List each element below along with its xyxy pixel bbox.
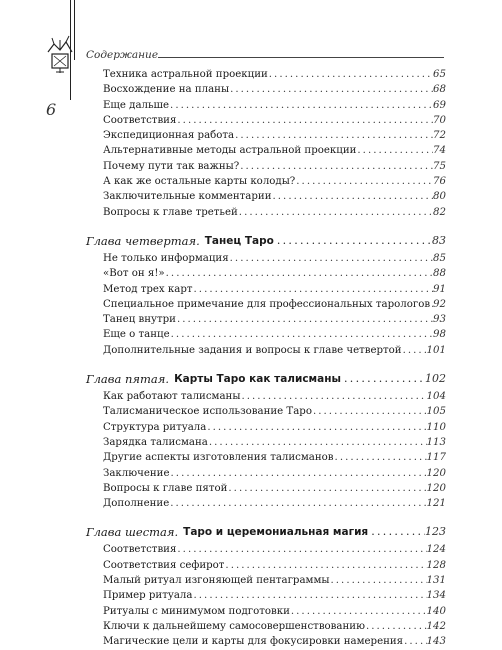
toc-entry[interactable]: [86, 98, 446, 113]
toc-entry-page: 98: [433, 329, 446, 341]
toc-entry-title: Малый ритуал изгоняющей пентаграммы: [103, 575, 330, 587]
leader-dots: [169, 496, 426, 511]
toc-entry-page: 75: [433, 160, 446, 172]
toc-entry-title: Соответствия: [103, 544, 177, 556]
toc-entry-title: Заключение: [103, 467, 170, 479]
toc-entry-title: Не только информация: [103, 252, 229, 264]
page-number: 6: [46, 100, 57, 119]
tarot-emblem-icon: [40, 34, 80, 74]
chapter-heading[interactable]: [86, 231, 446, 251]
toc-entry-title: Метод трех карт: [103, 283, 193, 295]
toc-entry-title: Магические цели и карты для фокусировки намерения: [103, 636, 404, 648]
toc-entry[interactable]: [86, 558, 446, 573]
toc-entry-title: Восхождение на планы: [103, 84, 230, 96]
leader-dots: [176, 542, 426, 557]
toc-entry-page: 74: [433, 145, 446, 157]
toc-entry-page: 93: [433, 314, 446, 326]
toc-entry-page: 142: [426, 620, 446, 632]
leader-dots: [192, 588, 426, 603]
chapter-label: Глава пятая.: [86, 372, 170, 387]
leader-dots: [224, 558, 426, 573]
table-of-contents: [86, 67, 446, 650]
toc-entry-page: 101: [426, 344, 446, 356]
toc-entry-page: 76: [433, 176, 446, 188]
toc-entry-page: 113: [426, 436, 446, 448]
toc-entry[interactable]: [86, 604, 446, 619]
leader-dots: [170, 327, 433, 342]
toc-entry-page: 91: [433, 283, 446, 295]
toc-entry[interactable]: [86, 297, 446, 312]
toc-entry-page: 131: [426, 575, 446, 587]
toc-entry-title: Талисманическое использование Таро: [103, 406, 312, 418]
toc-entry[interactable]: [86, 496, 446, 511]
leader-dots: [268, 67, 433, 82]
leader-dots: [227, 481, 426, 496]
toc-entry-page: 82: [433, 206, 446, 218]
toc-entry-title: Еще дальше: [103, 99, 170, 111]
leader-dots: [368, 522, 425, 542]
toc-entry[interactable]: [86, 113, 446, 128]
toc-entry-page: 134: [426, 590, 446, 602]
toc-entry-title: Танец внутри: [103, 314, 176, 326]
toc-entry[interactable]: [86, 481, 446, 496]
toc-entry[interactable]: [86, 189, 446, 204]
toc-entry-title: А как же остальные карты колоды?: [103, 176, 296, 188]
toc-entry-page: 104: [426, 391, 446, 403]
leader-dots: [295, 174, 433, 189]
toc-entry-page: 85: [433, 252, 446, 264]
toc-entry-title: Экспедиционная работа: [103, 130, 235, 142]
toc-entry-title: Еще о танце: [103, 329, 170, 341]
chapter-title: Танец Таро: [204, 234, 274, 247]
toc-entry-title: Специальное примечание для профессиональных тарологов: [103, 298, 431, 310]
toc-entry-page: 121: [426, 498, 446, 510]
leader-dots: [356, 143, 433, 158]
toc-entry-page: 72: [433, 130, 446, 142]
toc-entry-page: 65: [433, 69, 446, 80]
toc-entry-title: Другие аспекты изготовления талисманов: [103, 452, 334, 464]
toc-entry[interactable]: [86, 420, 446, 435]
leader-dots: [403, 634, 426, 649]
toc-entry-page: 68: [433, 84, 446, 96]
leader-dots: [329, 573, 426, 588]
leader-dots: [176, 312, 433, 327]
chapter-heading[interactable]: [86, 369, 446, 389]
toc-entry[interactable]: [86, 143, 446, 158]
toc-entry[interactable]: [86, 266, 446, 281]
section-label: Содержание: [86, 49, 159, 61]
toc-entry-page: 117: [426, 452, 446, 464]
leader-dots: [234, 128, 433, 143]
toc-entry[interactable]: [86, 128, 446, 143]
toc-entry-page: 124: [426, 544, 446, 556]
toc-entry[interactable]: [86, 588, 446, 603]
leader-dots: [341, 369, 425, 389]
toc-entry[interactable]: [86, 634, 446, 649]
chapter-title: Карты Таро как талисманы: [174, 373, 341, 386]
toc-entry[interactable]: [86, 205, 446, 220]
chapter-label: Глава шестая.: [86, 525, 179, 540]
leader-dots: [170, 466, 427, 481]
leader-dots: [165, 266, 433, 281]
toc-entry[interactable]: [86, 619, 446, 634]
toc-entry-title: Зарядка талисмана: [103, 436, 208, 448]
toc-entry-title: Вопросы к главе пятой: [103, 482, 228, 494]
toc-entry[interactable]: [86, 67, 446, 82]
leader-dots: [271, 189, 433, 204]
toc-entry-title: Ритуалы с минимумом подготовки: [103, 605, 290, 617]
toc-entry-page: 88: [433, 268, 446, 280]
toc-entry[interactable]: [86, 174, 446, 189]
toc-entry[interactable]: [86, 450, 446, 465]
toc-entry-title: Дополнительные задания и вопросы к главе четвертой: [103, 344, 402, 356]
toc-entry-title: Пример ритуала: [103, 590, 193, 602]
toc-entry[interactable]: [86, 435, 446, 450]
toc-entry-page: 128: [426, 559, 446, 571]
toc-entry-title: Структура ритуала: [103, 421, 207, 433]
toc-entry-title: Как работают талисманы: [103, 391, 241, 403]
header-rule: [158, 57, 444, 58]
toc-entry[interactable]: [86, 404, 446, 419]
toc-entry-page: 120: [426, 467, 446, 479]
chapter-label: Глава четвертая.: [86, 233, 200, 248]
toc-entry-title: «Вот он я!»: [103, 268, 165, 280]
leader-dots: [312, 404, 427, 419]
leader-dots: [334, 450, 427, 465]
toc-entry-title: Ключи к дальнейшему самосовершенствованию: [103, 620, 365, 632]
leader-dots: [240, 389, 426, 404]
toc-entry-page: 120: [426, 482, 446, 494]
chapter-page: 123: [425, 525, 446, 539]
leader-dots: [206, 420, 426, 435]
toc-entry-page: 92: [433, 298, 446, 310]
toc-entry-title: Соответствия сефирот: [103, 559, 225, 571]
toc-entry-page: 80: [433, 191, 446, 203]
leader-dots: [290, 604, 427, 619]
leader-dots: [239, 159, 433, 174]
toc-entry[interactable]: [86, 327, 446, 342]
toc-entry-title: Почему пути так важны?: [103, 160, 240, 172]
leader-dots: [365, 619, 427, 634]
toc-entry[interactable]: [86, 343, 446, 358]
toc-entry-page: 70: [433, 114, 446, 126]
leader-dots: [229, 251, 433, 266]
toc-entry-title: Заключительные комментарии: [103, 191, 272, 203]
toc-entry[interactable]: [86, 573, 446, 588]
toc-entry-title: Техника астральной проекции: [103, 69, 268, 80]
toc-entry-title: Вопросы к главе третьей: [103, 206, 238, 218]
toc-entry-title: Соответствия: [103, 114, 177, 126]
toc-entry-page: 69: [433, 99, 446, 111]
chapter-heading[interactable]: [86, 522, 446, 542]
toc-entry-page: 140: [426, 605, 446, 617]
toc-entry-title: Дополнение: [103, 498, 170, 510]
leader-dots: [169, 98, 433, 113]
toc-entry-title: Альтернативные методы астральной проекции: [103, 145, 357, 157]
chapter-title: Таро и церемониальная магия: [183, 526, 369, 539]
toc-entry-page: 105: [426, 406, 446, 418]
leader-dots: [193, 282, 434, 297]
toc-entry[interactable]: [86, 466, 446, 481]
chapter-page: 83: [432, 233, 446, 247]
toc-entry[interactable]: [86, 251, 446, 266]
toc-entry[interactable]: [86, 542, 446, 557]
leader-dots: [176, 113, 433, 128]
leader-dots: [274, 231, 432, 251]
toc-entry[interactable]: [86, 282, 446, 297]
leader-dots: [229, 82, 433, 97]
toc-entry-page: 143: [426, 636, 446, 648]
chapter-page: 102: [425, 372, 446, 386]
toc-entry[interactable]: [86, 159, 446, 174]
leader-dots: [208, 435, 427, 450]
leader-dots: [402, 343, 427, 358]
leader-dots: [238, 205, 433, 220]
toc-entry[interactable]: [86, 312, 446, 327]
toc-entry[interactable]: [86, 82, 446, 97]
toc-entry-page: 110: [426, 421, 446, 433]
toc-entry[interactable]: [86, 389, 446, 404]
